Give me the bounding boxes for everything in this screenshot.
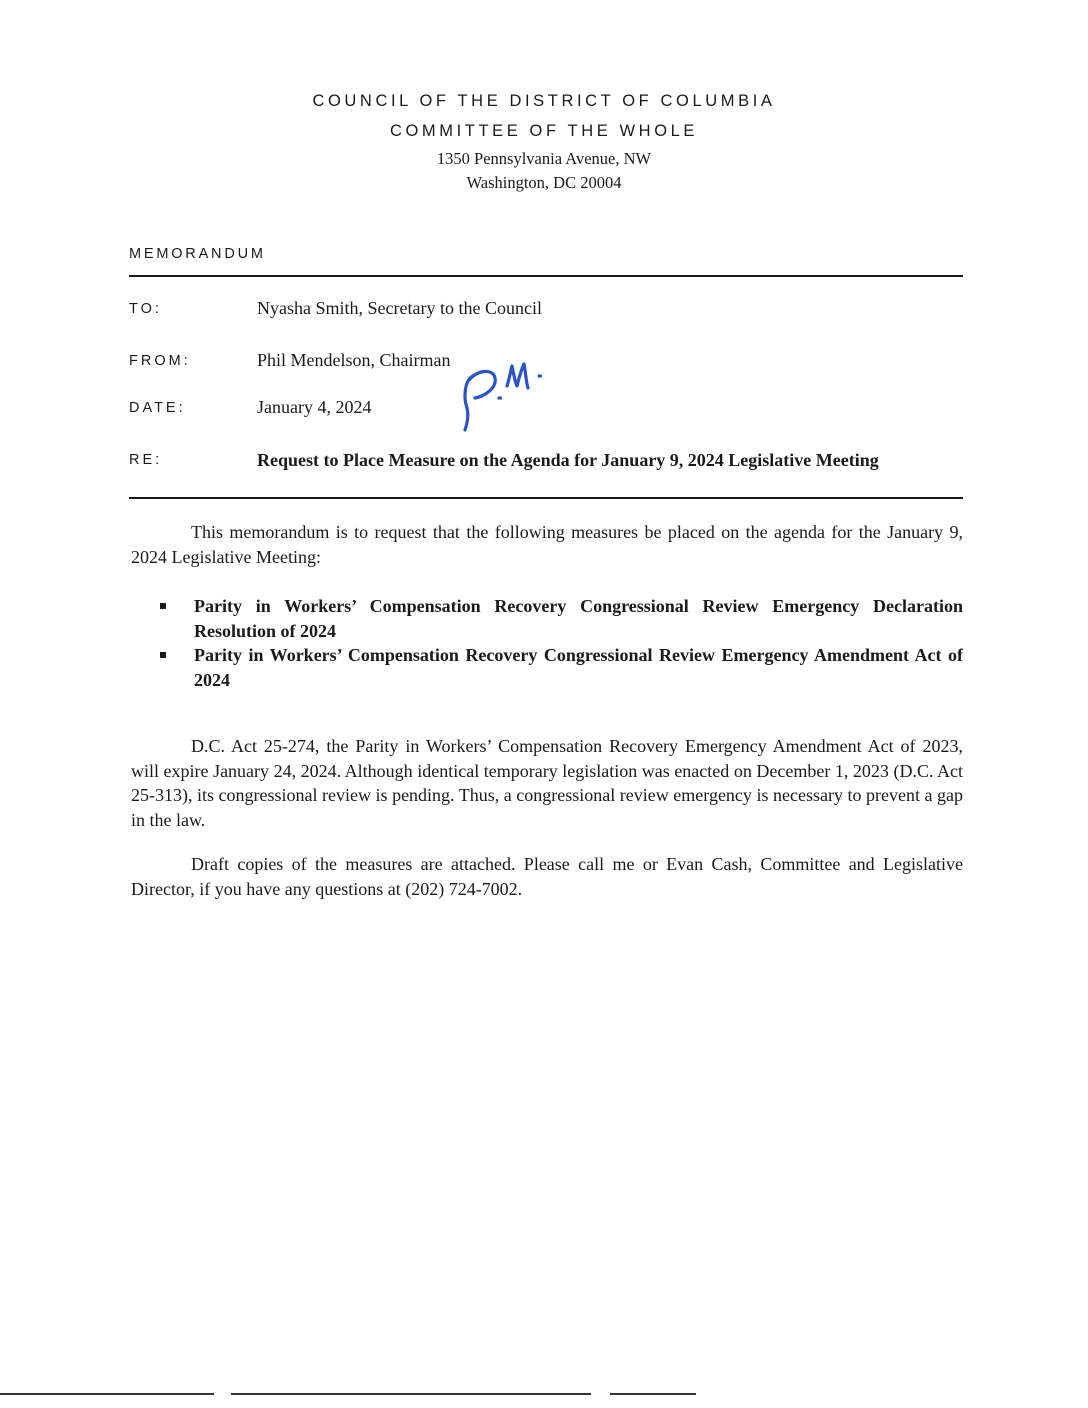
measure-title: Parity in Workers’ Compensation Recovery Congressional Review Emergency Amendment Act of 2024 xyxy=(194,645,963,690)
letterhead-organization: COUNCIL OF THE DISTRICT OF COLUMBIA xyxy=(312,92,776,110)
list-item xyxy=(160,594,963,643)
background-paragraph: D.C. Act 25-274, the Parity in Workers’ Compensation Recovery Emergency Amendment Act of 2023, will expire January 24, 2024. Although identical temporary legislation was enacted on December 1, 2023 (D.C. Act 25-313), its congressional review is pending. Thus, a congressional review emergency is necessary to prevent a gap in the law. xyxy=(131,736,963,830)
letterhead-committee: COMMITTEE OF THE WHOLE xyxy=(389,122,699,140)
date-value: January 4, 2024 xyxy=(257,397,372,417)
contact-paragraph: Draft copies of the measures are attached. Please call me or Evan Cash, Committee and Legislative Director, if you have any questions at (202) 724-7002. xyxy=(131,854,963,899)
header-top-rule xyxy=(129,275,963,277)
memo-title: MEMORANDUM xyxy=(129,246,266,262)
date-label: DATE: xyxy=(129,400,186,416)
from-label: FROM: xyxy=(129,353,191,369)
to-value: Nyasha Smith, Secretary to the Council xyxy=(257,298,542,318)
measure-title: Parity in Workers’ Compensation Recovery Congressional Review Emergency Declaration Resolution of 2024 xyxy=(194,596,963,641)
re-value: Request to Place Measure on the Agenda for January 9, 2024 Legislative Meeting xyxy=(257,450,879,470)
intro-paragraph: This memorandum is to request that the following measures be placed on the agenda for the January 9, 2024 Legislative Meeting: xyxy=(131,522,963,567)
footer-line xyxy=(231,1393,591,1395)
from-value: Phil Mendelson, Chairman xyxy=(257,350,451,370)
signature-initials xyxy=(455,356,545,434)
letterhead-address-line1: 1350 Pennsylvania Avenue, NW xyxy=(436,149,652,168)
bullet-icon xyxy=(160,603,166,609)
letterhead-address-line2: Washington, DC 20004 xyxy=(466,173,622,192)
footer-line xyxy=(0,1393,214,1395)
header-bottom-rule xyxy=(129,497,963,499)
measures-list xyxy=(160,594,963,692)
list-item xyxy=(160,643,963,692)
bullet-icon xyxy=(160,652,166,658)
footer-line xyxy=(610,1393,696,1395)
re-label: RE: xyxy=(129,452,163,468)
to-label: TO: xyxy=(129,301,162,317)
